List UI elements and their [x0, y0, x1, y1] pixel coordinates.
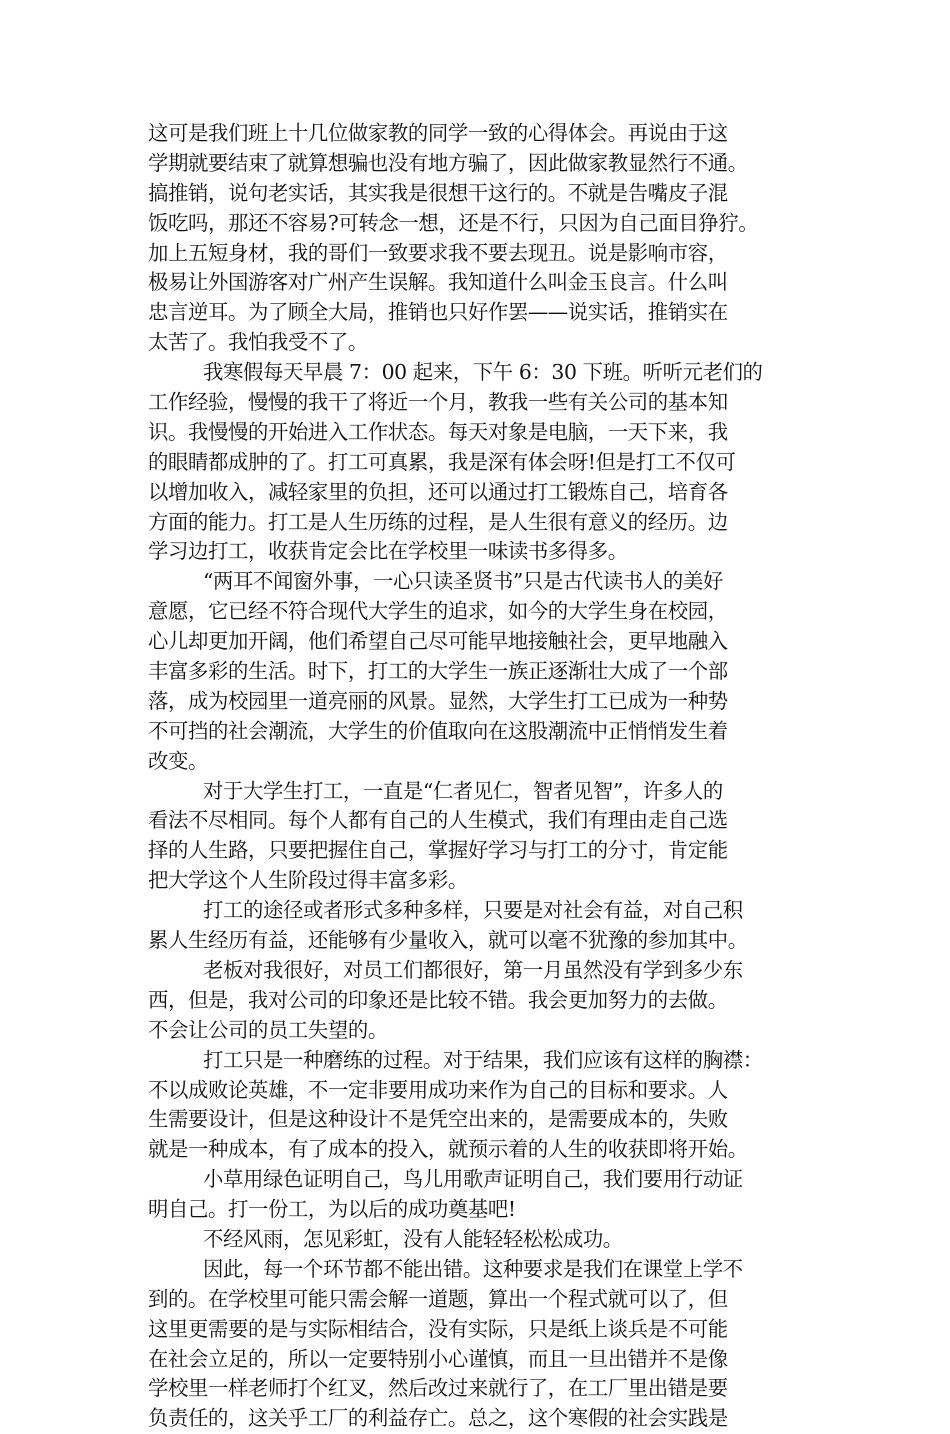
text-line: 学期就要结束了就算想骗也没有地方骗了，因此做家教显然行不通。 — [148, 150, 748, 175]
text-line: 不可挡的社会潮流，大学生的价值取向在这股潮流中正悄悄发生着 — [148, 718, 728, 743]
text-line: 不以成败论英雄，不一定非要用成功来作为自己的目标和要求。人 — [148, 1077, 728, 1102]
text-line: 学习边打工，收获肯定会比在学校里一味读书多得多。 — [148, 539, 628, 564]
text-line: 饭吃吗，那还不容易?可转念一想，还是不行，只因为自己面目狰狞。 — [148, 210, 759, 235]
text-line: 看法不尽相同。每个人都有自己的人生模式，我们有理由走自己选 — [148, 808, 728, 833]
text-line: 西，但是，我对公司的印象还是比较不错。我会更加努力的去做。 — [148, 987, 728, 1012]
text-line: “两耳不闻窗外事，一心只读圣贤书”只是古代读书人的美好 — [203, 569, 723, 594]
text-line: 这可是我们班上十几位做家教的同学一致的心得体会。再说由于这 — [148, 121, 728, 145]
text-line: 落，成为校园里一道亮丽的风景。显然，大学生打工已成为一种势 — [148, 688, 728, 713]
text-line: 忠言逆耳。为了顾全大局，推销也只好作罢——说实话，推销实在 — [148, 300, 728, 325]
text-line: 识。我慢慢的开始进入工作状态。每天对象是电脑，一天下来，我 — [148, 419, 728, 444]
text-line: 小草用绿色证明自己，鸟儿用歌声证明自己，我们要用行动证 — [203, 1167, 743, 1192]
text-line: 明自己。打一份工，为以后的成功奠基吧! — [148, 1197, 516, 1222]
text-line: 改变。 — [148, 748, 208, 773]
text-line: 搞推销，说句老实话，其实我是很想干这行的。不就是告嘴皮子混 — [148, 180, 728, 205]
text-line: 累人生经历有益，还能够有少量收入，就可以毫不犹豫的参加其中。 — [148, 928, 748, 953]
text-line: 心儿却更加开阔，他们希望自己尽可能早地接触社会，更早地融入 — [148, 629, 728, 654]
text-line: 负责任的，这关乎工厂的利益存亡。总之，这个寒假的社会实践是 — [148, 1406, 728, 1431]
text-line: 加上五短身材，我的哥们一致要求我不要去现丑。说是影响市容， — [148, 240, 728, 265]
text-line: 把大学这个人生阶段过得丰富多彩。 — [148, 868, 468, 893]
text-line: 不经风雨，怎见彩虹，没有人能轻轻松松成功。 — [203, 1226, 623, 1251]
text-line: 学校里一样老师打个红叉，然后改过来就行了，在工厂里出错是要 — [148, 1376, 728, 1401]
text-line: 丰富多彩的生活。时下，打工的大学生一族正逐渐壮大成了一个部 — [148, 659, 728, 684]
text-line: 打工只是一种磨练的过程。对于结果，我们应该有这样的胸襟： — [203, 1047, 763, 1072]
text-line: 意愿，它已经不符合现代大学生的追求，如今的大学生身在校园， — [148, 599, 728, 624]
text-line: 老板对我很好，对员工们都很好，第一月虽然没有学到多少东 — [203, 957, 743, 982]
document-body — [148, 119, 813, 1434]
text-line: 方面的能力。打工是人生历练的过程，是人生很有意义的经历。边 — [148, 509, 728, 534]
text-line: 择的人生路，只要把握住自己，掌握好学习与打工的分寸，肯定能 — [148, 838, 728, 863]
text-line: 打工的途径或者形式多种多样，只要是对社会有益，对自己积 — [203, 898, 743, 923]
text-line: 在社会立足的，所以一定要特别小心谨慎，而且一旦出错并不是像 — [148, 1346, 728, 1371]
text-line: 对于大学生打工，一直是“仁者见仁，智者见智”，许多人的 — [203, 778, 723, 803]
text-line: 工作经验，慢慢的我干了将近一个月，教我一些有关公司的基本知 — [148, 390, 728, 415]
text-line: 的眼睛都成肿的了。打工可真累，我是深有体会呀!但是打工不仅可 — [148, 449, 736, 474]
text-line: 以增加收入，减轻家里的负担，还可以通过打工锻炼自己，培育各 — [148, 479, 728, 504]
text-line: 这里更需要的是与实际相结合，没有实际，只是纸上谈兵是不可能 — [148, 1316, 728, 1341]
text-line: 不会让公司的员工失望的。 — [148, 1017, 388, 1042]
text-line: 到的。在学校里可能只需会解一道题，算出一个程式就可以了，但 — [148, 1286, 728, 1311]
text-line: 因此，每一个环节都不能出错。这种要求是我们在课堂上学不 — [203, 1256, 743, 1281]
text-line: 就是一种成本，有了成本的投入，就预示着的人生的收获即将开始。 — [148, 1137, 748, 1162]
text-line: 极易让外国游客对广州产生误解。我知道什么叫金玉良言。什么叫 — [148, 270, 728, 295]
text-line: 我寒假每天早晨 7：00 起来，下午 6：30 下班。听听元老们的 — [203, 360, 763, 385]
text-line: 太苦了。我怕我受不了。 — [148, 330, 368, 355]
text-line: 生需要设计，但是这种设计不是凭空出来的，是需要成本的，失败 — [148, 1107, 728, 1132]
